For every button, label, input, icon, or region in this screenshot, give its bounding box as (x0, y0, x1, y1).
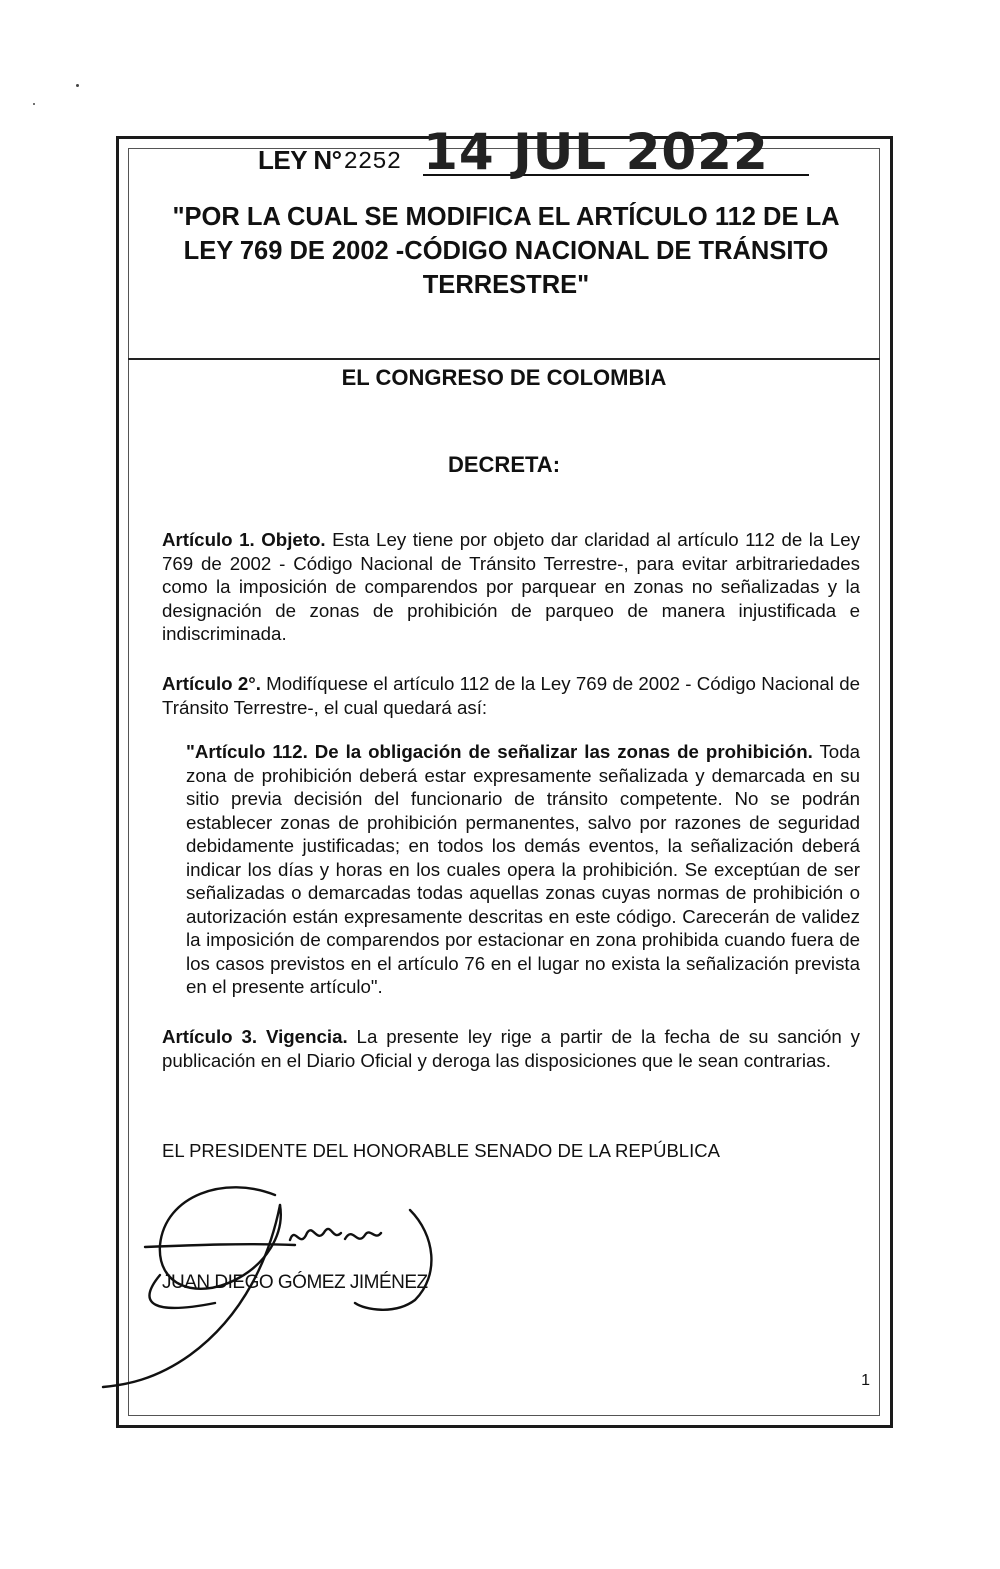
article-2 (162, 672, 860, 719)
article-112-heading: "Artículo 112. De la obligación de señalizar las zonas de prohibición. (186, 741, 813, 762)
header-divider (128, 358, 880, 360)
law-number: 2252 (343, 149, 402, 176)
signer-name: JUAN DIEGO GÓMEZ JIMÉNEZ (162, 1272, 428, 1293)
signer-title: EL PRESIDENTE DEL HONORABLE SENADO DE LA REPÚBLICA (162, 1140, 720, 1161)
article-3 (162, 1025, 860, 1072)
article-112-text: Toda zona de prohibición deberá estar expresamente señalizada y demarcada en su sitio previa decisión del funcionario de tránsito competente. No se podrán establecer zonas de prohibición permanentes, salvo por razones de seguridad debidamente justificadas; en todos los demás eventos, la señalización deberá indicar los días y horas en los cuales opera la prohibición. Se exceptúan de ser señalizadas o demarcadas todas aquellas zonas cuyas normas de prohibición o autorización están expresamente descritas en este código. Carecerán de validez la imposición de comparendos por estacionar en zona prohibida cuando fuera de los casos previstos en el artículo 76 en el lugar no exista la señalización prevista en el presente artículo". (186, 741, 860, 997)
scan-speck (76, 84, 79, 87)
article-3-heading: Artículo 3. Vigencia. (162, 1026, 348, 1047)
enacting-body: EL CONGRESO DE COLOMBIA (341, 365, 667, 390)
handwritten-signature (95, 1175, 455, 1390)
article-1 (162, 528, 860, 646)
law-number-label: LEY N° (258, 145, 342, 175)
article-1-text: Esta Ley tiene por objeto dar claridad al artículo 112 de la Ley 769 de 2002 - Código Nacional de Tránsito Terrestre-, para evitar arbitrariedades como la imposición de comparendos por parquear en zonas no señalizadas y la designación de zonas de prohibición de parqueo de manera injustificada e indiscriminada. (162, 529, 860, 644)
date-stamp: 14 JUL 2022 (423, 130, 809, 176)
law-number-line (258, 123, 809, 181)
article-1-heading: Artículo 1. Objeto. (162, 529, 326, 550)
scan-speck (33, 103, 35, 105)
article-2-text: Modifíquese el artículo 112 de la Ley 769 de 2002 - Código Nacional de Tránsito Terrestre-, el cual quedará así: (162, 673, 860, 718)
article-2-heading: Artículo 2°. (162, 673, 261, 694)
decree-heading: DECRETA: (447, 452, 561, 477)
article-3-text: La presente ley rige a partir de la fecha de su sanción y publicación en el Diario Oficial y deroga las disposiciones que le sean contrarias. (162, 1026, 860, 1071)
page-number: 1 (861, 1372, 870, 1389)
article-112-quote (186, 740, 860, 999)
law-title: "POR LA CUAL SE MODIFICA EL ARTÍCULO 112 DE LA LEY 769 DE 2002 -CÓDIGO NACIONAL DE TRÁNSITO TERRESTRE" (172, 203, 840, 299)
